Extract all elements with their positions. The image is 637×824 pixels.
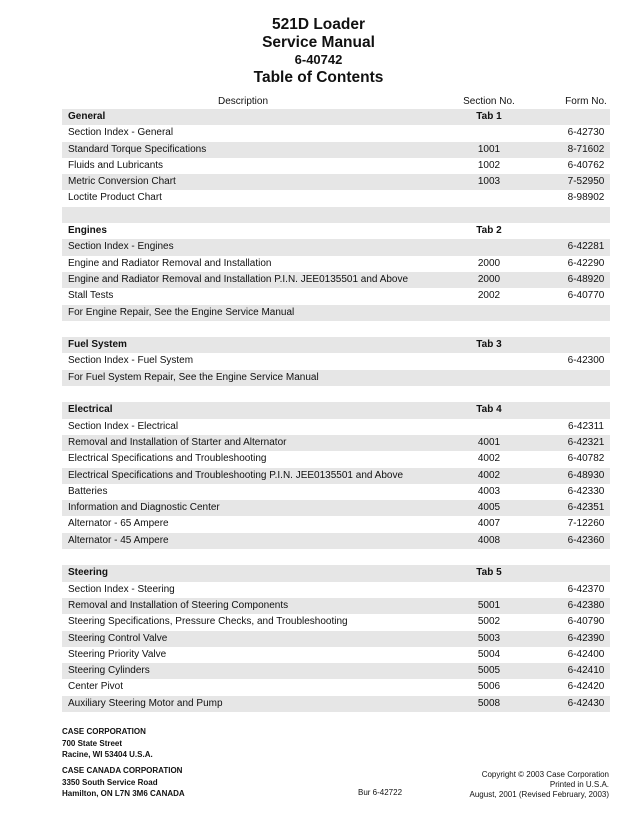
toc-section-header [62,402,610,418]
toc-row [62,305,610,321]
toc-form-number: 7-12260 [567,518,605,530]
toc-row [62,125,610,141]
toc-description: Section Index - Electrical [68,420,179,432]
case-street: 700 State Street [62,738,123,748]
toc-description: Steering Priority Valve [68,648,167,660]
toc-form-number: 6-42290 [567,257,605,269]
column-header-section: Section No. [463,96,515,107]
toc-section-number: 5006 [477,681,501,693]
toc-row [62,549,610,565]
toc-section-number: 4007 [477,518,501,530]
toc-section-number: 4005 [477,502,501,514]
toc-row [62,500,610,516]
toc-row [62,435,610,451]
toc-form-number: 6-42420 [567,681,605,693]
toc-form-number: 6-42281 [567,241,605,253]
toc-form-number: 6-48930 [567,469,605,481]
canada-name: CASE CANADA CORPORATION [62,766,183,775]
toc-row [62,256,610,272]
case-name: CASE CORPORATION [62,727,146,736]
toc-description: Section Index - Engines [68,241,174,253]
toc-row [62,582,610,598]
toc-description: Fluids and Lubricants [68,159,164,171]
toc-description: Engine and Radiator Removal and Installation P.I.N. JEE0135501 and Above [68,273,409,285]
toc-section-number: Tab 3 [476,339,502,351]
title-form-number: 6-40742 [294,52,343,67]
toc-row [62,321,610,337]
toc-description: Electrical [68,404,113,416]
toc-form-number: 6-42360 [567,534,605,546]
toc-section-number: 5001 [477,599,501,611]
toc-row [62,647,610,663]
toc-section-number: Tab 1 [476,111,502,122]
canada-city: Hamilton, ON L7N 3M6 CANADA [62,789,185,798]
toc-section-number: 5003 [477,632,501,644]
toc-row [62,679,610,695]
toc-section-number: 4002 [477,469,501,481]
toc-section-number: Tab 5 [476,567,502,579]
toc-form-number: 6-42430 [567,697,605,709]
toc-description: Electrical Specifications and Troubleshooting P.I.N. JEE0135501 and Above [68,469,404,481]
toc-row [62,631,610,647]
toc-description: Information and Diagnostic Center [68,502,220,514]
toc-description: Metric Conversion Chart [68,176,176,188]
toc-row [62,468,610,484]
toc-section-header [62,223,610,239]
toc-form-number: 8-98902 [567,192,605,204]
toc-row [62,696,610,712]
copyright-text: Copyright © 2003 Case Corporation [481,770,609,779]
toc-form-number: 6-48920 [567,273,605,285]
document-title-block [0,16,637,86]
canada-street: 3350 South Service Road [62,777,158,787]
toc-section-header [62,109,610,125]
toc-form-number: 6-42730 [567,127,605,139]
toc-section-number: 2000 [477,273,501,285]
revision-date: August, 2001 (Revised February, 2003) [469,789,609,799]
toc-form-number: 7-52950 [567,176,605,188]
toc-section-number: 1001 [477,143,501,155]
case-corporation-address [62,726,153,761]
toc-section-number: 5005 [477,665,501,677]
toc-description: Steering [68,567,109,579]
toc-form-number: 6-42410 [567,665,605,677]
toc-form-number: 6-40790 [567,616,605,628]
toc-row [62,272,610,288]
toc-section-number: 5004 [477,648,501,660]
column-header-form: Form No. [565,96,607,107]
toc-description: Standard Torque Specifications [68,143,207,155]
toc-description: General [68,111,106,122]
toc-section-number: 4008 [477,534,501,546]
toc-form-number: 6-42400 [567,648,605,660]
title-table-of-contents: Table of Contents [253,68,384,86]
toc-row [62,370,610,386]
toc-section-number: 5008 [477,697,501,709]
toc-form-number: 6-42311 [568,420,604,432]
bur-code: Bur 6-42722 [358,788,403,797]
toc-description: Alternator - 65 Ampere [68,518,169,530]
toc-form-number: 6-42300 [567,355,605,367]
toc-section-number: 4003 [477,485,501,497]
toc-row [62,484,610,500]
toc-section-number: 5002 [477,616,501,628]
toc-row [62,288,610,304]
toc-form-number: 6-40770 [567,290,605,302]
toc-form-number: 6-42351 [567,502,605,514]
toc-section-number: 2002 [477,290,501,302]
toc-description: Removal and Installation of Starter and Alternator [68,436,287,448]
toc-table [62,109,610,712]
toc-description: Batteries [68,485,108,497]
toc-description: Alternator - 45 Ampere [68,534,169,546]
toc-section-header [62,565,610,581]
toc-row [62,419,610,435]
toc-description: Electrical Specifications and Troubleshooting [68,453,267,465]
toc-form-number: 6-40782 [567,453,605,465]
copyright-block [470,770,609,799]
toc-row [62,207,610,223]
toc-description: Fuel System [68,339,127,351]
toc-section-number: 1003 [477,176,501,188]
toc-section-number: 4002 [477,453,501,465]
toc-description: Removal and Installation of Steering Components [68,599,289,611]
toc-section-header [62,337,610,353]
toc-description: Section Index - General [68,127,174,139]
toc-section-number: Tab 2 [476,225,502,237]
toc-form-number: 6-42330 [567,485,605,497]
toc-description: Steering Control Valve [68,632,168,644]
title-model: 521D Loader [271,16,366,33]
printed-in: Printed in U.S.A. [549,779,609,789]
toc-form-number: 8-71602 [567,143,605,155]
toc-description: Engines [68,225,107,237]
toc-row [62,614,610,630]
toc-description: Engine and Radiator Removal and Installation [68,257,272,269]
toc-row [62,158,610,174]
toc-form-number: 6-42321 [567,436,605,448]
column-header-description: Description [217,96,269,107]
toc-row [62,451,610,467]
toc-form-number: 6-42390 [567,632,605,644]
toc-section-number: 2000 [477,257,501,269]
toc-row [62,353,610,369]
toc-row [62,142,610,158]
toc-description: Section Index - Fuel System [68,355,194,367]
toc-row [62,386,610,402]
toc-description: Stall Tests [68,290,114,302]
toc-form-number: 6-42370 [567,583,605,595]
toc-section-number: 4001 [477,436,501,448]
toc-row [62,239,610,255]
toc-section-number: Tab 4 [476,404,502,416]
toc-description: Loctite Product Chart [68,192,162,204]
toc-form-number: 6-42380 [567,599,605,611]
toc-form-number: 6-40762 [567,159,605,171]
toc-section-number: 1002 [477,159,501,171]
toc-row [62,598,610,614]
toc-row [62,190,610,206]
toc-row [62,663,610,679]
title-manual-type: Service Manual [262,33,375,51]
toc-description: Steering Specifications, Pressure Checks, and Troubleshooting [68,616,348,628]
toc-description: For Engine Repair, See the Engine Service Manual [68,306,295,318]
toc-description: Auxiliary Steering Motor and Pump [68,697,223,709]
toc-description: Steering Cylinders [68,665,150,677]
toc-description: Section Index - Steering [68,583,175,595]
toc-description: Center Pivot [68,681,124,693]
case-city: Racine, WI 53404 U.S.A. [62,750,153,759]
toc-row [62,174,610,190]
toc-row [62,516,610,532]
toc-row [62,533,610,549]
toc-description: For Fuel System Repair, See the Engine Service Manual [68,371,319,383]
case-canada-address [62,765,185,800]
